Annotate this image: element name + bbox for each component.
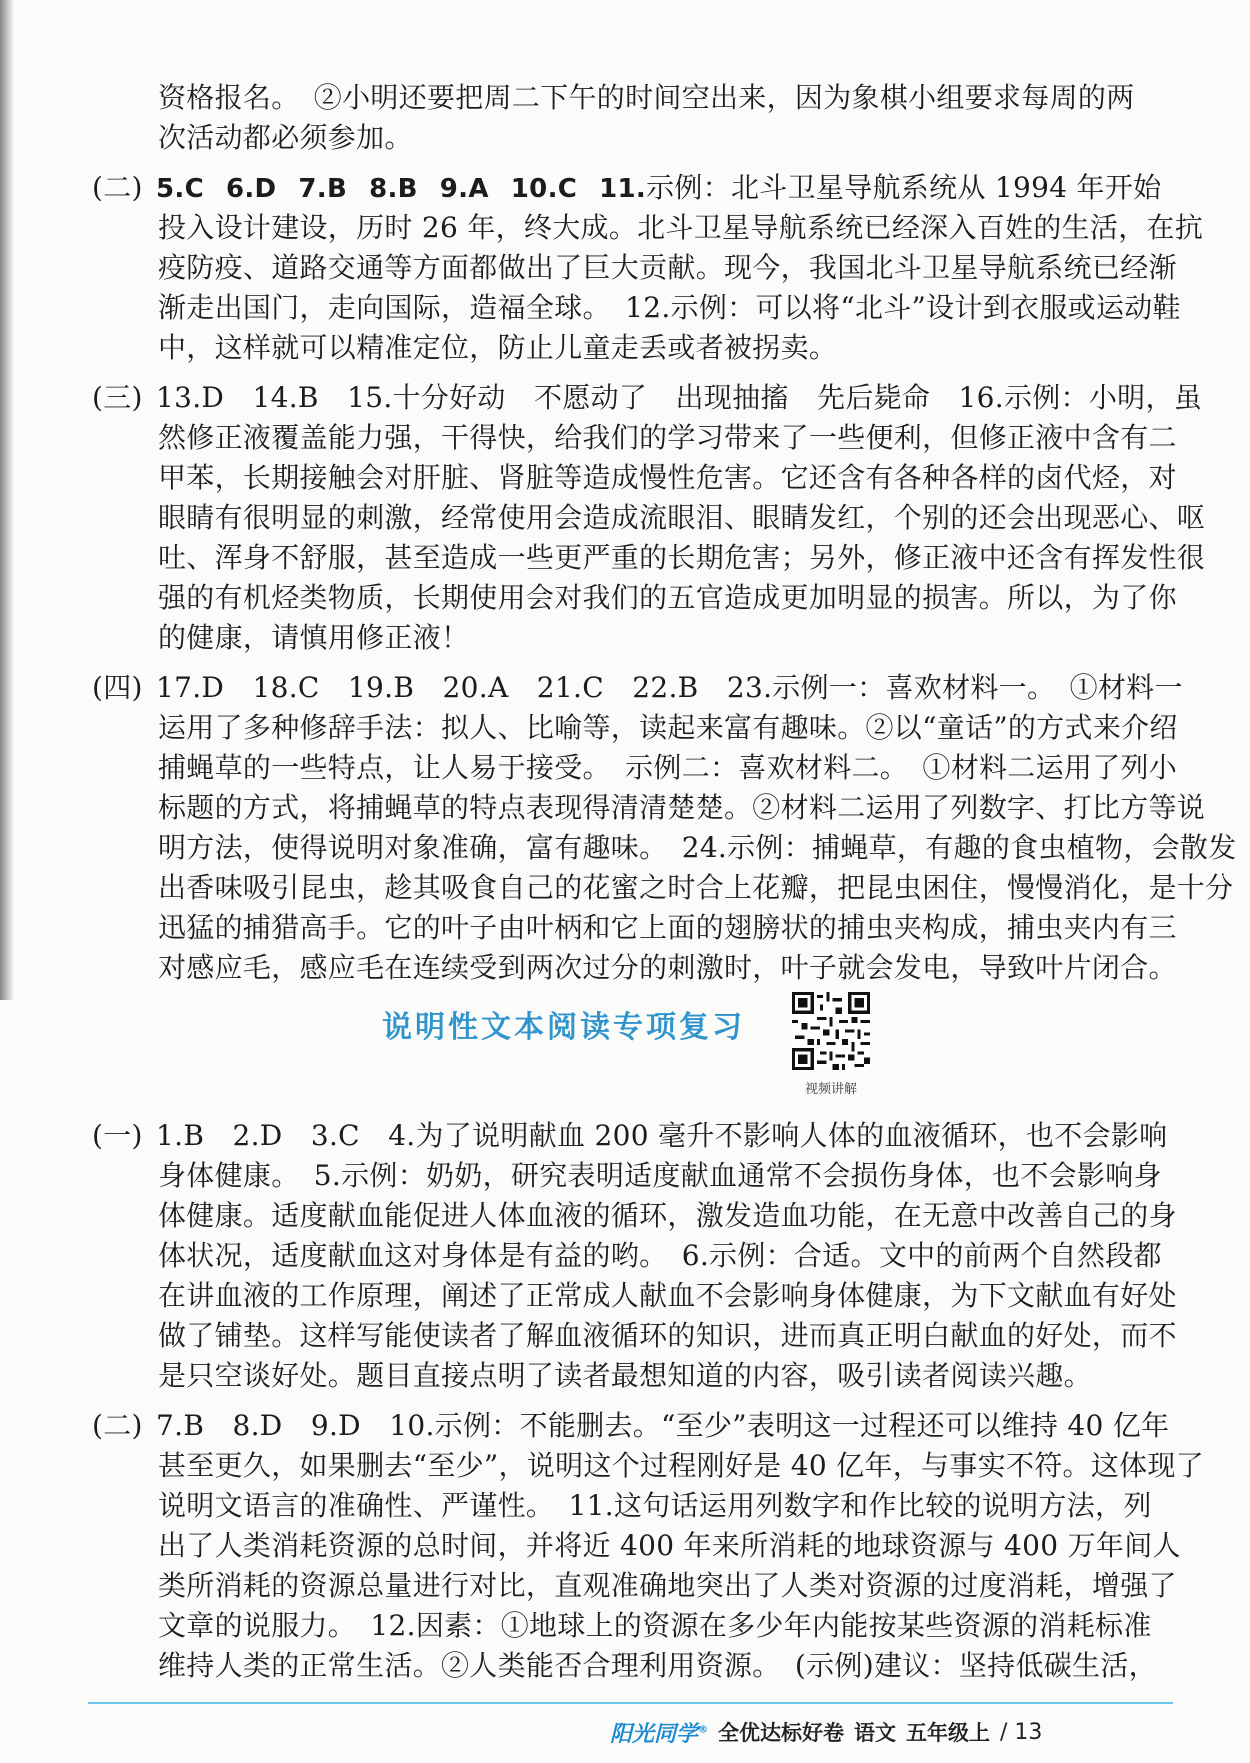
text-line: 甲苯，长期接触会对肝脏、肾脏等造成慢性危害。它还含有各种各样的卤代烃，对: [158, 461, 1177, 494]
text-line: 出了人类消耗资源的总时间，并将近 400 年来所消耗的地球资源与 400 万年间人: [158, 1529, 1181, 1562]
answer-text: 13.D 14.B 15.十分好动 不愿动了 出现抽搐 先后毙命 16.示例：小明，虽: [156, 381, 1203, 414]
heading-title: 说明性文本阅读专项复习: [382, 1010, 745, 1045]
section-4-first-line: [92, 668, 1183, 708]
section-2-first-line: [92, 168, 1172, 208]
text-line: 甚至更久，如果删去“至少”，说明这个过程刚好是 40 亿年，与事实不符。这体现了: [158, 1449, 1205, 1482]
text-line: 迅猛的捕猎高手。它的叶子由叶柄和它上面的翅膀状的捕虫夹构成，捕虫夹内有三: [158, 911, 1177, 944]
text-line: 的健康，请慎用修正液！: [158, 621, 470, 654]
section-b1-first-line: [92, 1116, 1172, 1156]
text-line: 文章的说服力。 12.因素：①地球上的资源在多少年内能按某些资源的消耗标准: [158, 1609, 1152, 1642]
text-line: 说明文语言的准确性、严谨性。 11.这句话运用列数字和作比较的说明方法，列: [158, 1489, 1152, 1522]
answer-text: 7.B 8.D 9.D 10.示例：不能删去。“至少”表明这一过程还可以维持 40 亿年: [156, 1409, 1170, 1442]
subject-label: 语文: [854, 1721, 897, 1745]
text-line: 运用了多种修辞手法：拟人、比喻等，读起来富有趣味。②以“童话”的方式来介绍: [158, 711, 1178, 744]
text-line: 渐走出国门，走向国际，造福全球。 12.示例：可以将“北斗”设计到衣服或运动鞋: [158, 291, 1181, 324]
answer-5: 5.C: [156, 174, 204, 204]
text-line: 明方法，使得说明对象准确，富有趣味。 24.示例：捕蝇草，有趣的食虫植物，会散发: [158, 831, 1237, 864]
question-number: 11.: [599, 174, 647, 204]
section-heading: [92, 988, 1172, 1116]
text-line: 做了铺垫。这样写能使读者了解血液循环的知识，进而真正明白献血的好处，而不: [158, 1319, 1177, 1352]
brand-logo: [610, 1717, 708, 1748]
page-number: / 13: [1000, 1719, 1043, 1745]
brand-name: 阳光同学: [610, 1721, 699, 1747]
registered-mark: ®: [698, 1724, 709, 1736]
section-label: (一): [92, 1119, 143, 1152]
text-line: 强的有机烃类物质，长期使用会对我们的五官造成更加明显的损害。所以，为了你: [158, 581, 1177, 614]
text-line: 出香味吸引昆虫，趁其吸食自己的花蜜之时合上花瓣，把昆虫困住，慢慢消化，是十分: [158, 871, 1234, 904]
text-line: 资格报名。 ②小明还要把周二下午的时间空出来，因为象棋小组要求每周的两: [158, 81, 1135, 114]
grade-label: 五年级上: [906, 1721, 991, 1745]
section-label: (二): [92, 171, 143, 204]
text-line: 捕蝇草的一些特点，让人易于接受。 示例二：喜欢材料二。 ①材料二运用了列小: [158, 751, 1178, 784]
section-label: (四): [92, 671, 143, 704]
answer-8: 8.B: [369, 174, 418, 204]
text-line: 标题的方式，将捕蝇草的特点表现得清清楚楚。②材料二运用了列数字、打比方等说: [158, 791, 1206, 824]
answer-text: 17.D 18.C 19.B 20.A 21.C 22.B 23.示例一：喜欢材料一。 ①材料一: [156, 671, 1183, 704]
text-line: 疫防疫、道路交通等方面都做出了巨大贡献。现今，我国北斗卫星导航系统已经渐: [158, 251, 1177, 284]
answer-7: 7.B: [298, 174, 348, 204]
text-line: 身体健康。 5.示例：奶奶，研究表明适度献血通常不会损伤身体，也不会影响身: [158, 1159, 1162, 1192]
answer-text: 示例：北斗卫星导航系统从 1994 年开始: [646, 171, 1162, 204]
section-b2-first-line: [92, 1406, 1172, 1446]
text-line: 在讲血液的工作原理，阐述了正常成人献血不会影响身体健康，为下文献血有好处: [158, 1279, 1177, 1312]
text-line: 中，这样就可以精准定位，防止儿童走丢或者被拐卖。: [158, 331, 838, 364]
text-line: 然修正液覆盖能力强，干得快，给我们的学习带来了一些便利，但修正液中含有二: [158, 421, 1177, 454]
book-title: 全优达标好卷: [718, 1721, 845, 1745]
answer-6: 6.D: [225, 174, 277, 204]
text-line: 维持人类的正常生活。②人类能否合理利用资源。 (示例)建议：坚持低碳生活，: [158, 1649, 1157, 1682]
text-line: 次活动都必须参加。: [158, 121, 413, 154]
answer-page: [92, 78, 1237, 1686]
qr-code-icon[interactable]: [792, 992, 870, 1070]
answer-text: 1.B 2.D 3.C 4.为了说明献血 200 毫升不影响人体的血液循环，也不会影响: [156, 1119, 1168, 1152]
text-line: 投入设计建设，历时 26 年，终大成。北斗卫星导航系统已经深入百姓的生活，在抗: [158, 211, 1204, 244]
qr-caption: 视频讲解: [804, 1082, 857, 1097]
answer-9: 9.A: [439, 174, 489, 204]
section-label: (二): [92, 1409, 143, 1442]
text-line: 体健康。适度献血能促进人体血液的循环，激发造血功能，在无意中改善自己的身: [158, 1199, 1177, 1232]
page-footer: [610, 1712, 1042, 1752]
text-line: 对感应毛，感应毛在连续受到两次过分的刺激时，叶子就会发电，导致叶片闭合。: [158, 951, 1177, 984]
footer-divider: [88, 1702, 1173, 1704]
text-line: 体状况，适度献血这对身体是有益的哟。 6.示例：合适。文中的前两个自然段都: [158, 1239, 1162, 1272]
text-line: 吐、浑身不舒服，甚至造成一些更严重的长期危害；另外，修正液中还含有挥发性很: [158, 541, 1206, 574]
section-label: (三): [92, 381, 143, 414]
text-line: 是只空谈好处。题目直接点明了读者最想知道的内容，吸引读者阅读兴趣。: [158, 1359, 1092, 1392]
answer-10: 10.C: [510, 174, 578, 204]
section-3-first-line: [92, 378, 1203, 418]
text-line: 眼睛有很明显的刺激，经常使用会造成流眼泪、眼睛发红，个别的还会出现恶心、呕: [158, 501, 1206, 534]
text-line: 类所消耗的资源总量进行对比，直观准确地突出了人类对资源的过度消耗，增强了: [158, 1569, 1177, 1602]
scan-edge-shadow: [0, 0, 14, 1000]
